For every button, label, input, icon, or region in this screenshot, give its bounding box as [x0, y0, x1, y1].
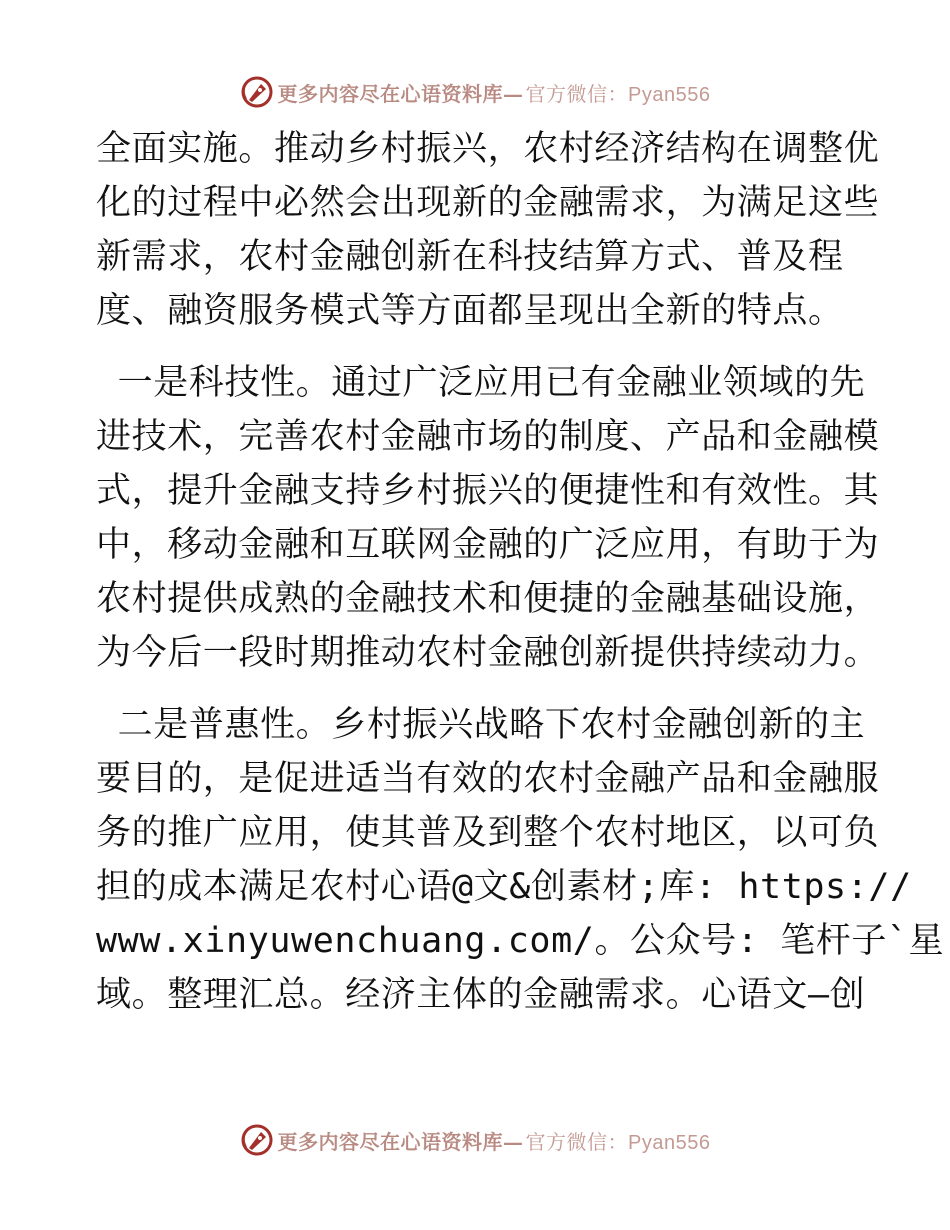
text-line: 度、融资服务模式等方面都呈现出全新的特点。 [96, 291, 844, 331]
header-wechat-id: Pyan556 [628, 83, 711, 106]
text-line: 要目的，是促进适当有效的农村金融产品和金融服 [96, 759, 880, 799]
footer-banner-text [278, 1126, 711, 1155]
text-line: 进技术，完善农村金融市场的制度、产品和金融模 [96, 417, 880, 457]
document-body [96, 122, 945, 1022]
text-line: 一是科技性。通过广泛应用已有金融业领域的先 [96, 363, 866, 403]
text-line: 中，移动金融和互联网金融的广泛应用，有助于为 [96, 525, 880, 565]
text-line: 担的成本满足农村心语@文&创素材;库: https:// [96, 867, 912, 907]
text-line: 农村提供成熟的金融技术和便捷的金融基础设施， [96, 579, 880, 619]
pen-nib-logo-icon [240, 1123, 274, 1157]
paragraph-1 [96, 122, 880, 338]
pen-nib-logo-icon [240, 75, 274, 109]
footer-wechat-id: Pyan556 [628, 1131, 711, 1154]
text-line: 化的过程中必然会出现新的金融需求，为满足这些 [96, 183, 880, 223]
text-line: 二是普惠性。乡村振兴战略下农村金融创新的主 [96, 705, 866, 745]
footer-banner-slogan: 更多内容尽在心语资料库— [277, 1129, 524, 1154]
header-banner [0, 72, 950, 112]
text-line: 务的推广应用，使其普及到整个农村地区，以可负 [96, 813, 880, 853]
text-line: 全面实施。推动乡村振兴，农村经济结构在调整优 [96, 129, 880, 169]
footer-wechat-label: 官方微信： [525, 1129, 629, 1154]
text-line: 为今后一段时期推动农村金融创新提供持续动力。 [96, 633, 880, 673]
text-line: 域。整理汇总。经济主体的金融需求。心语文—创 [96, 975, 866, 1015]
paragraph-2 [96, 356, 880, 680]
text-line: www.xinyuwenchuang.com/。公众号: 笔杆子`星 [96, 921, 945, 961]
text-line: 式，提升金融支持乡村振兴的便捷性和有效性。其 [96, 471, 880, 511]
header-banner-slogan: 更多内容尽在心语资料库— [277, 81, 524, 106]
footer-banner [0, 1120, 950, 1160]
text-line: 新需求，农村金融创新在科技结算方式、普及程 [96, 237, 844, 277]
header-banner-text [278, 78, 711, 107]
paragraph-3 [96, 698, 945, 1022]
header-wechat-label: 官方微信： [525, 81, 629, 106]
